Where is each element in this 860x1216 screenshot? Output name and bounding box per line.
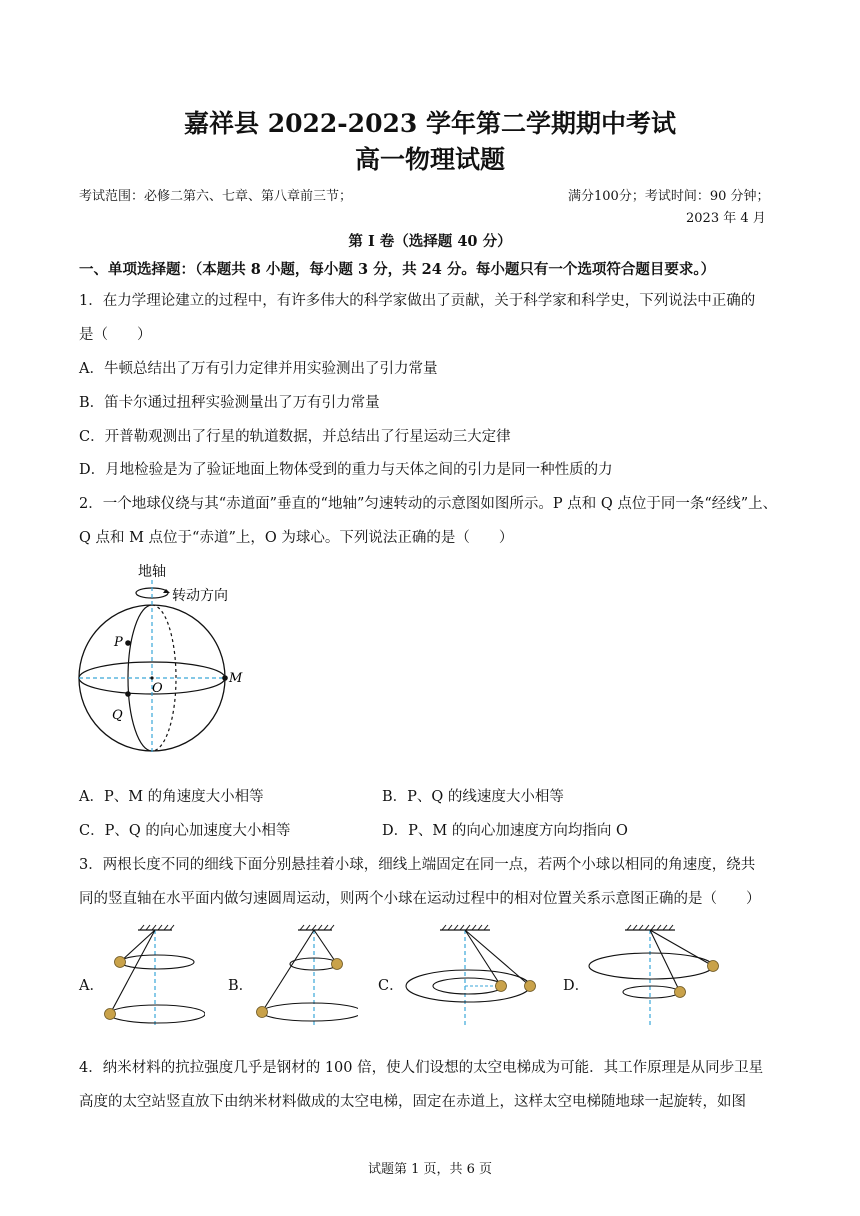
q2-stem-line2: Q 点和 M 点位于“赤道”上，O 为球心。下列说法正确的是（ ） xyxy=(79,530,514,546)
ball-icon xyxy=(708,961,719,972)
q1-option-b: B．笛卡尔通过扭秤实验测量出了万有引力常量 xyxy=(79,395,380,411)
svg-text:Q: Q xyxy=(112,708,123,723)
part-title: 第 I 卷（选择题 40 分） xyxy=(348,233,512,250)
exam-subtitle: 高一物理试题 xyxy=(354,145,505,174)
page-footer: 试题第 1 页，共 6 页 xyxy=(367,1162,493,1177)
q2-option-a: A．P、M 的角速度大小相等 xyxy=(79,789,264,805)
exam-scope: 考试范围：必修二第六、七章、第八章前三节； xyxy=(79,189,353,204)
q1-stem-line1: 1．在力学理论建立的过程中，有许多伟大的科学家做出了贡献，关于科学家和科学史，下列说法中正确的 xyxy=(79,293,756,309)
q3-option-c-label: C． xyxy=(378,978,404,994)
q1-option-d: D．月地检验是为了验证地面上物体受到的重力与天体之间的引力是同一种性质的力 xyxy=(79,462,613,478)
svg-text:O: O xyxy=(152,681,163,696)
q3-option-d-label: D． xyxy=(563,978,590,994)
point-o xyxy=(150,676,153,679)
ball-icon xyxy=(115,957,126,968)
ball-icon xyxy=(105,1009,116,1020)
q1-option-c: C．开普勒观测出了行星的轨道数据，并总结出了行星运动三大定律 xyxy=(79,429,511,445)
q2-stem-line1: 2．一个地球仪绕与其“赤道面”垂直的“地轴”匀速转动的示意图如图所示。P 点和 Q 点位于同一条“经线”上、 xyxy=(79,496,778,512)
axis-label: 地轴 xyxy=(138,564,166,580)
q3-option-b-label: B． xyxy=(228,978,254,994)
q2-option-d: D．P、M 的向心加速度方向均指向 O xyxy=(382,823,628,839)
point-m xyxy=(222,675,228,681)
q1-option-a: A．牛顿总结出了万有引力定律并用实验测出了引力常量 xyxy=(79,361,438,377)
q3-figure-a xyxy=(100,922,205,1030)
q3-figure-c xyxy=(398,922,548,1030)
q3-figure-b xyxy=(248,922,358,1030)
ball-icon xyxy=(525,981,536,992)
svg-text:P: P xyxy=(114,635,123,650)
point-p xyxy=(125,640,131,646)
q2-option-b: B．P、Q 的线速度大小相等 xyxy=(382,789,564,805)
ball-icon xyxy=(675,987,686,998)
q4-stem-line1: 4．纳米材料的抗拉强度几乎是钢材的 100 倍，使人们设想的太空电梯成为可能．其工作原理是从同步卫星 xyxy=(79,1060,764,1076)
q1-stem-line2: 是（ ） xyxy=(79,327,152,343)
section1-title: 一、单项选择题：（本题共 8 小题，每小题 3 分，共 24 分。每小题只有一个选项符合题目要求。） xyxy=(79,261,716,278)
svg-text:M: M xyxy=(229,671,243,686)
exam-score-time: 满分100分；考试时间：90 分钟； xyxy=(568,189,770,204)
q3-stem-line2: 同的竖直轴在水平面内做匀速圆周运动，则两个小球在运动过程中的相对位置关系示意图正确的是（ ） xyxy=(79,891,761,907)
q3-figure-d xyxy=(585,922,725,1030)
point-q xyxy=(125,691,131,697)
q2-option-c: C．P、Q 的向心加速度大小相等 xyxy=(79,823,291,839)
ball-icon xyxy=(257,1007,268,1018)
rotation-label: 转动方向 xyxy=(172,588,228,604)
exam-title: 嘉祥县 2022-2023 学年第二学期期中考试 xyxy=(184,109,676,138)
exam-date: 2023 年 4 月 xyxy=(686,211,766,226)
ball-icon xyxy=(496,981,507,992)
ball-icon xyxy=(332,959,343,970)
q3-option-a-label: A． xyxy=(79,978,104,994)
q4-stem-line2: 高度的太空站竖直放下由纳米材料做成的太空电梯，固定在赤道上，这样太空电梯随地球一起旋转，如图 xyxy=(79,1094,746,1110)
globe-figure xyxy=(70,558,270,758)
q3-stem-line1: 3．两根长度不同的细线下面分别悬挂着小球，细线上端固定在同一点，若两个小球以相同的角速度，绕共 xyxy=(79,857,756,873)
